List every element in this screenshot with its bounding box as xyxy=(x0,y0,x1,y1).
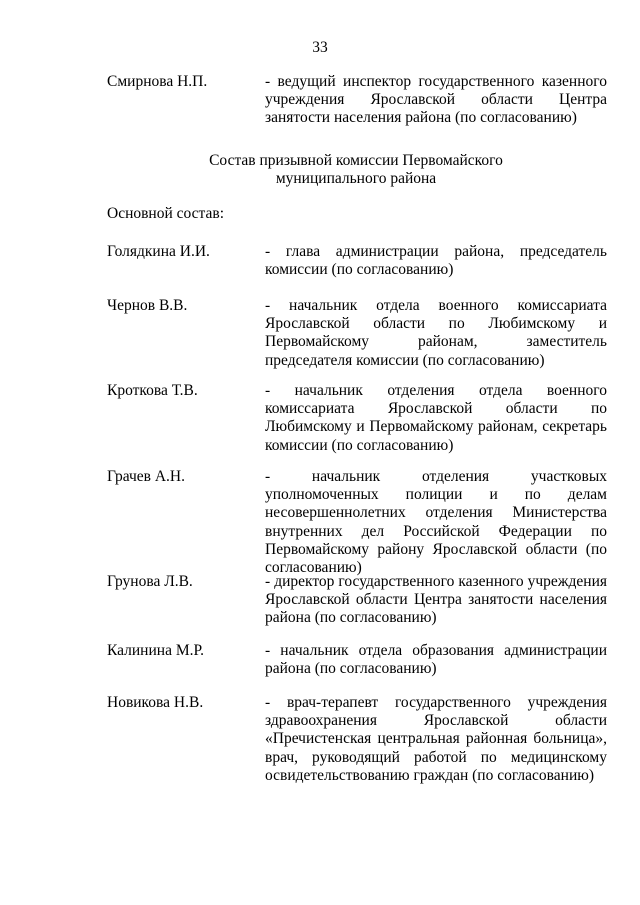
section-subheading: Основной состав: xyxy=(107,205,225,222)
member-name: Кроткова Т.В. xyxy=(107,382,198,399)
section-title-line-2: муниципального района xyxy=(275,170,437,188)
page-number: 33 xyxy=(312,39,328,56)
member-role: - начальник отделения участковых уполномоченных полиции и по делам несовершеннолетних отделения Министерства внутренних дел Российской Федерации по Первомайскому району Ярославской области (по согласованию) xyxy=(265,468,607,577)
member-name: Чернов В.В. xyxy=(107,297,188,314)
member-role: - глава администрации района, председатель комиссии (по согласованию) xyxy=(265,243,607,279)
member-name: Грунова Л.В. xyxy=(107,573,193,590)
member-role: - начальник отдела образования администрации района (по согласованию) xyxy=(265,642,607,678)
member-role: - начальник отдела военного комиссариата Ярославской области по Любимскому и Первомайскому районам, заместитель председателя комиссии (по согласованию) xyxy=(265,297,607,369)
member-role: - директор государственного казенного учреждения Ярославской области Центра занятости населения района (по согласованию) xyxy=(265,573,607,627)
section-title xyxy=(0,152,640,188)
member-name: Грачев А.Н. xyxy=(107,468,185,485)
member-name: Смирнова Н.П. xyxy=(107,73,208,90)
member-name: Новикова Н.В. xyxy=(107,694,204,711)
member-name: Калинина М.Р. xyxy=(107,642,205,659)
member-name: Голядкина И.И. xyxy=(107,243,210,260)
section-title-line-1: Состав призывной комиссии Первомайского xyxy=(209,152,503,169)
member-role: - ведущий инспектор государственного казенного учреждения Ярославской области Центра занятости населения района (по согласованию) xyxy=(265,73,607,127)
member-role: - начальник отделения отдела военного комиссариата Ярославской области по Любимскому и Первомайскому районам, секретарь комиссии (по согласованию) xyxy=(265,382,607,454)
member-role: - врач-терапевт государственного учреждения здравоохранения Ярославской области «Пречистенская центральная районная больница», врач, руководящий работой по медицинскому освидетельствованию граждан (по согласованию) xyxy=(265,694,607,784)
